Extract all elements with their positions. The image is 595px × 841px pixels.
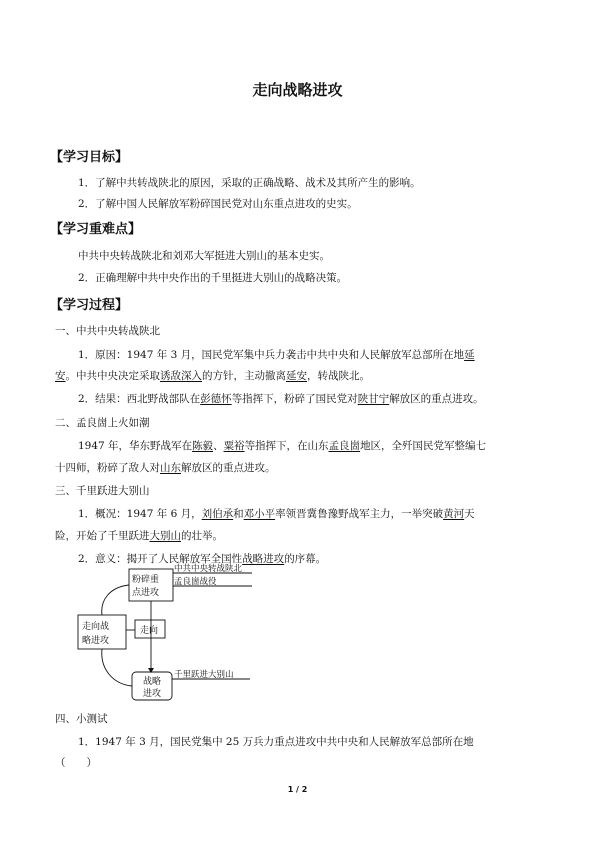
- page-number: 1 / 2: [287, 785, 308, 794]
- concept-diagram: [70, 560, 270, 705]
- answer-blank: 孟良崮: [328, 440, 361, 452]
- question-1-answer-paren: （ ）: [55, 757, 97, 769]
- paragraph-line: 安。中共中央决定采取诱敌深入的方针，主动撤离延安，转战陕北。: [55, 370, 370, 382]
- keypoint-item-2: 2．正确理解中共中央作出的千里挺进大别山的战略决策。: [78, 272, 348, 284]
- diagram-label-3: 千里跃进大别山: [174, 670, 234, 680]
- answer-blank: 安: [55, 370, 66, 382]
- diagram-box-left-line1: 走向战: [82, 622, 110, 632]
- diagram-box-top-line2: 点进攻: [132, 588, 160, 598]
- paragraph-line: 2．结果：西北野战部队在彭德怀等指挥下，粉碎了国民党对陕甘宁解放区的重点进攻。: [78, 393, 484, 405]
- diagram-label-1: 中共中央转战陕北: [174, 564, 243, 574]
- subsection-title-4: 四、小测试: [55, 713, 108, 725]
- answer-blank: 邓小平: [243, 508, 276, 520]
- paragraph-line: 十四师，粉碎了敌人对山东解放区的重点进攻。: [55, 462, 276, 474]
- section-heading-keypoints: 【学习重难点】: [50, 222, 142, 237]
- diagram-box-left-line2: 略进攻: [82, 636, 110, 646]
- subsection-title-1: 一、中共中央转战陕北: [55, 325, 160, 337]
- keypoint-item-1: 中共中央转战陕北和刘邓大军挺进大别山的基本史实。: [78, 250, 330, 262]
- diagram-label-2: 孟良崮战役: [174, 577, 217, 587]
- answer-blank: 大别山: [149, 530, 181, 542]
- answer-blank: 山东: [160, 462, 181, 474]
- goal-item-1: 1．了解中共转战陕北的原因，采取的正确战略、战术及其所产生的影响。: [78, 177, 421, 189]
- question-1: 1．1947 年 3 月，国民党集中 25 万兵力重点进攻中共中央和人民解放军总部所在地: [78, 736, 474, 748]
- section-heading-process: 【学习过程】: [50, 298, 129, 313]
- answer-blank: 延: [464, 349, 475, 361]
- diagram-brace-top: [102, 585, 129, 615]
- answer-blank: 陈毅: [192, 440, 214, 452]
- paragraph-line: 1．概况：1947 年 6 月，刘伯承和邓小平率领晋冀鲁豫野战军主力，一举突破黄河天: [78, 508, 475, 520]
- answer-blank: 延安: [286, 370, 307, 382]
- answer-blank: 陕甘宁: [357, 393, 390, 405]
- answer-blank: 彭德怀: [200, 393, 232, 405]
- page-title: 走向战略进攻: [252, 81, 343, 99]
- answer-blank: 战略进攻: [242, 553, 285, 565]
- subsection-title-3: 三、千里跃进大别山: [55, 485, 150, 497]
- paragraph-line: 1．原因：1947 年 3 月，国民党军集中兵力袭击中共中央和人民解放军总部所在地延: [78, 349, 475, 361]
- diagram-box-top-line1: 粉碎重: [132, 575, 160, 585]
- diagram-box-middle-text: 走向: [140, 626, 159, 636]
- paragraph-line: 险，开始了千里跃进大别山的壮举。: [55, 530, 223, 542]
- subsection-title-2: 二、孟良崮上火如潮: [55, 417, 150, 429]
- answer-blank: 诱敌深入: [160, 370, 202, 382]
- diagram-brace-bottom: [102, 649, 132, 686]
- diagram-box-bottom-line2: 进攻: [143, 689, 162, 699]
- diagram-box-bottom-line1: 战略: [143, 677, 162, 687]
- answer-blank: 黄河: [443, 508, 465, 520]
- paragraph-line: 2．意义：揭开了人民解放军全国性战略进攻的序幕。: [78, 553, 327, 565]
- answer-blank: 粟裕: [223, 440, 245, 452]
- answer-blank: 刘伯承: [201, 508, 234, 520]
- section-heading-goals: 【学习目标】: [50, 150, 129, 165]
- goal-item-2: 2．了解中国人民解放军粉碎国民党对山东重点进攻的史实。: [78, 198, 358, 210]
- paragraph-line: 1947 年，华东野战军在陈毅、粟裕等指挥下，在山东孟良崮地区，全歼国民党军整编七: [78, 440, 487, 452]
